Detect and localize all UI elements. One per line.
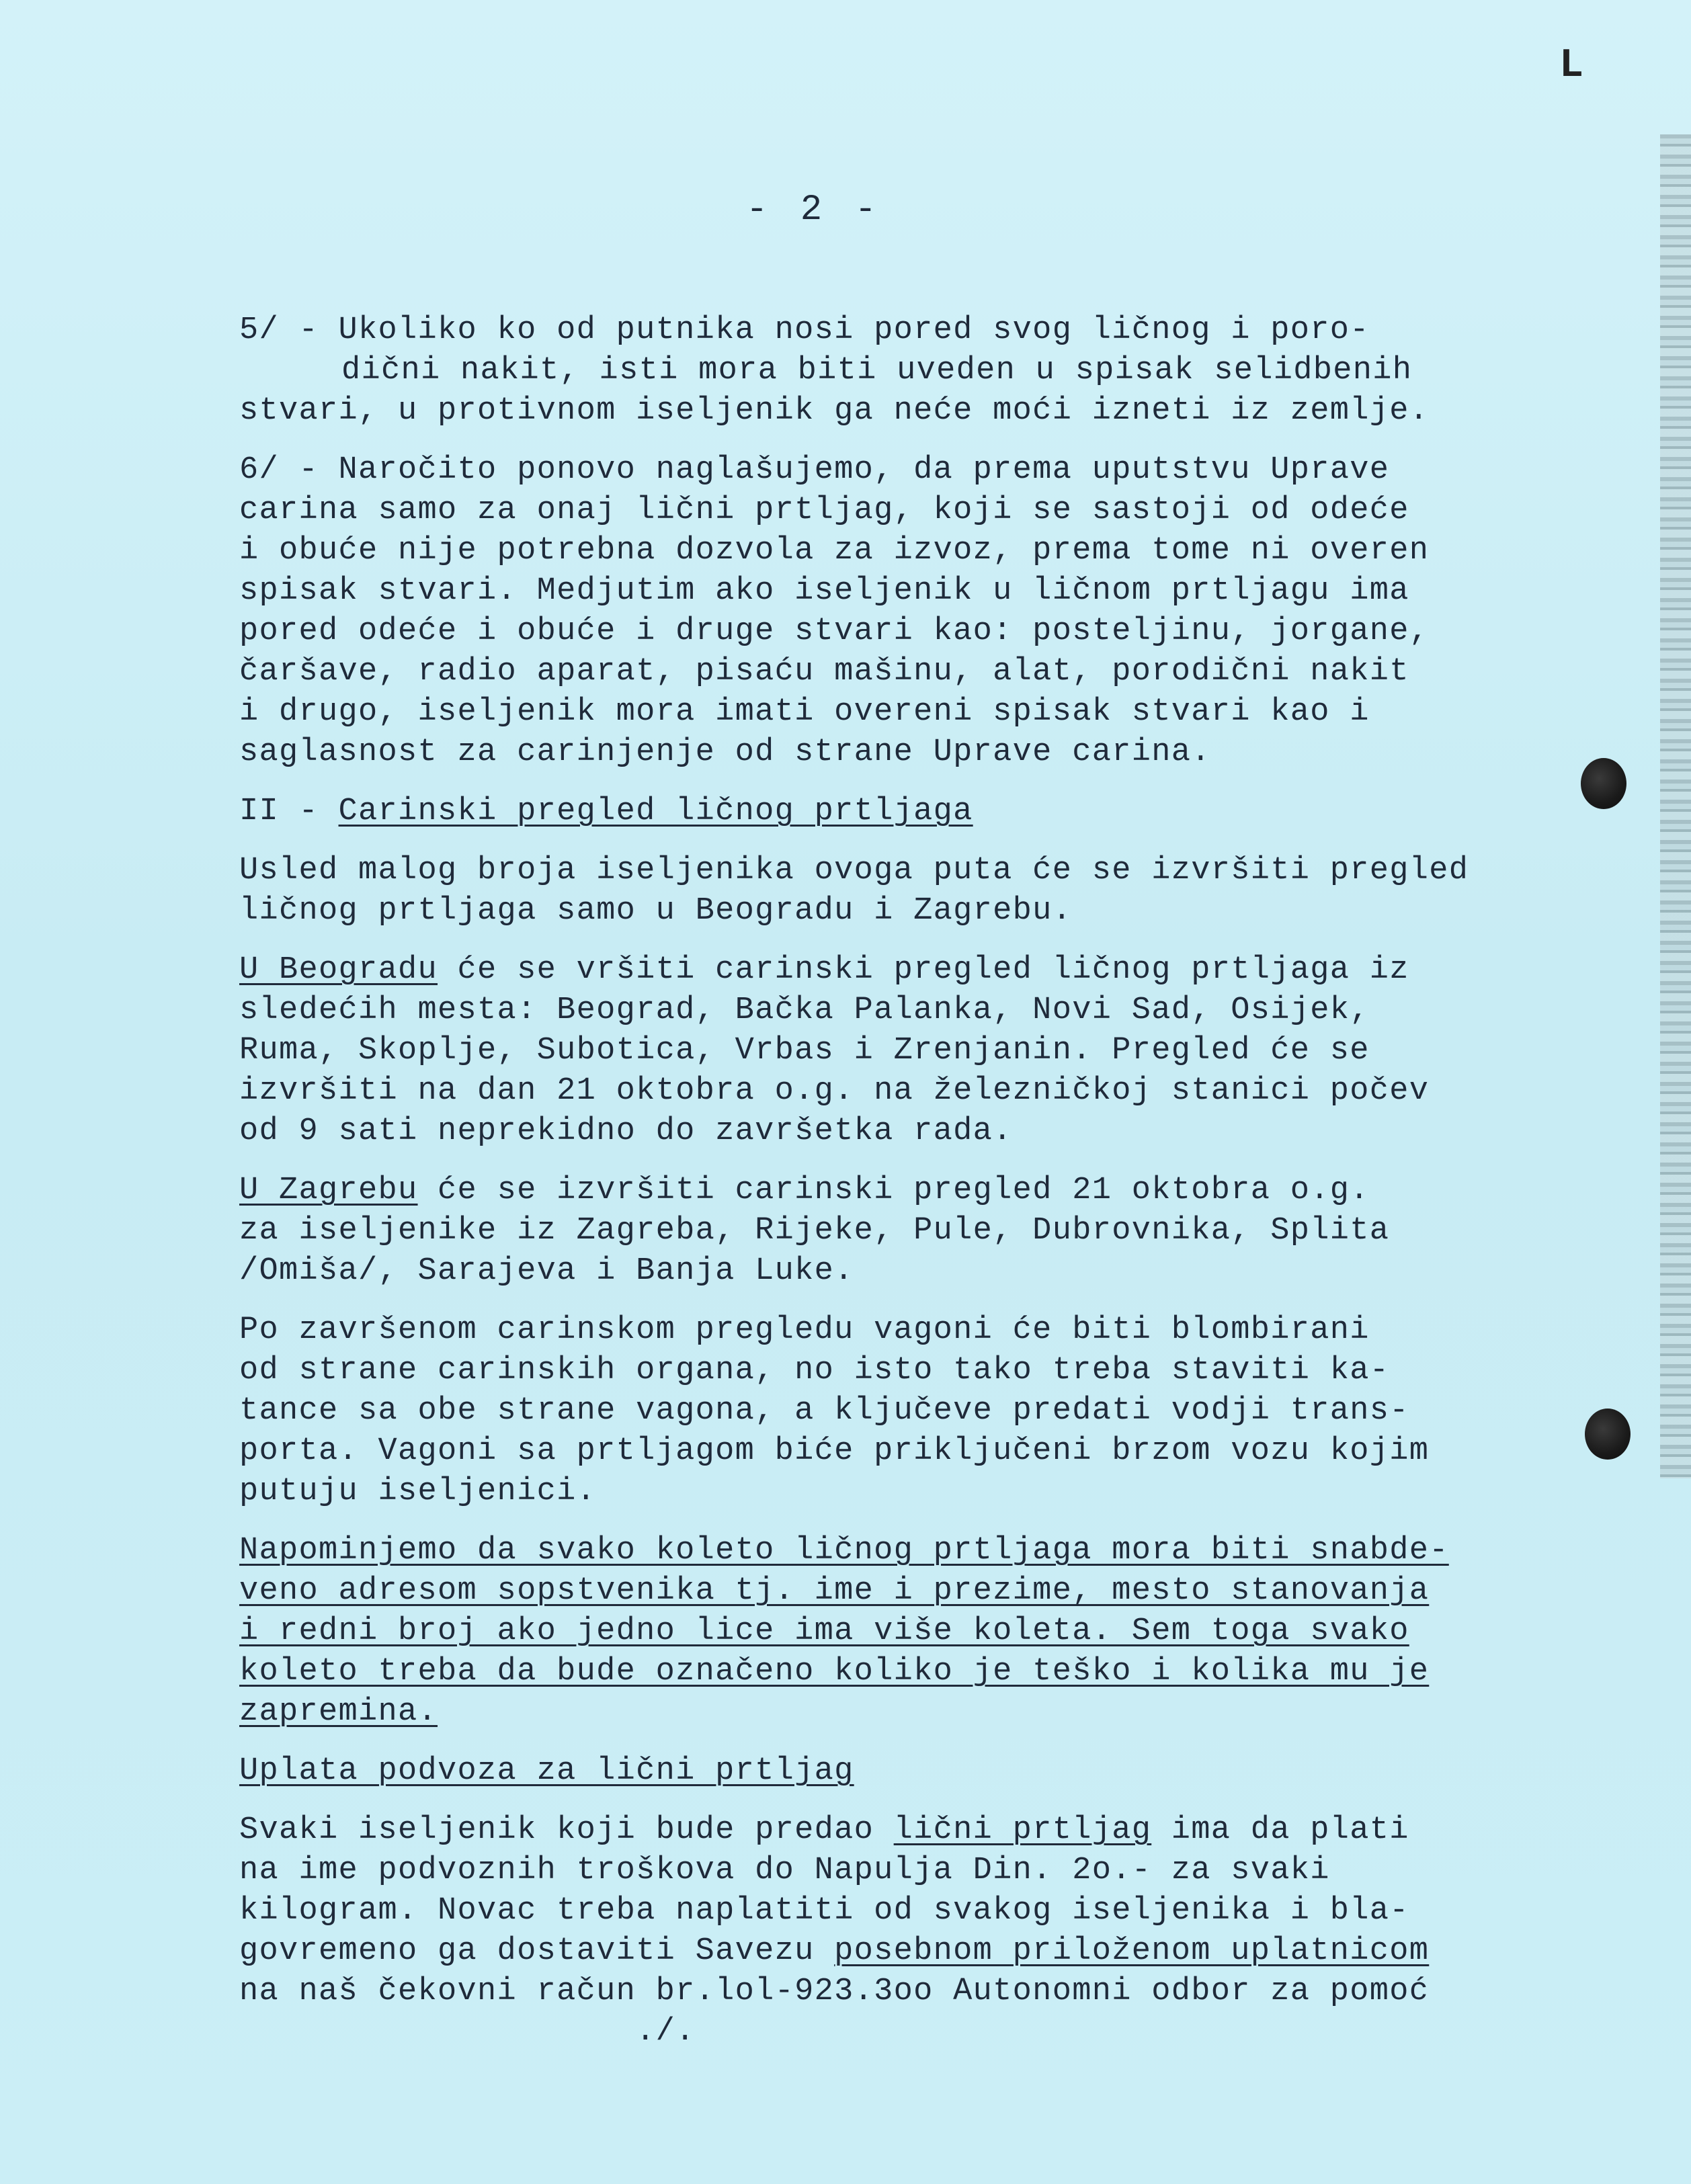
text-line (239, 1851, 1570, 1891)
text-line (239, 1351, 1570, 1391)
line-text: ličnog prtljaga samo u Beogradu i Zagrebu. (239, 893, 1073, 929)
text-line (239, 1571, 1570, 1611)
line-text: dični nakit, isti mora biti uveden u spisak selidbenih (341, 353, 1413, 388)
text-line (239, 1211, 1570, 1251)
line-text: na ime podvoznih troškova do Napulja Din. 2o.- za svaki (239, 1853, 1330, 1888)
text-line (239, 310, 1570, 351)
text-line (239, 1391, 1570, 1431)
text-line (239, 1171, 1570, 1211)
paragraph (239, 1310, 1570, 1512)
text-line (239, 1031, 1570, 1071)
line-text: II - (239, 794, 339, 829)
underlined-text: U Zagrebu (239, 1173, 418, 1208)
text-line (239, 851, 1570, 891)
line-text: će se izvršiti carinski pregled 21 oktobra o.g. (417, 1173, 1370, 1208)
text-line (239, 1891, 1570, 1931)
line-text: spisak stvari. Medjutim ako iseljenik u ličnom prtljagu ima (239, 573, 1409, 609)
line-text: na naš čekovni račun br.lol-923.3oo Autonomni odbor za pomoć (239, 1974, 1430, 2009)
text-line (239, 1611, 1570, 1652)
line-text: ./. (239, 2014, 696, 2050)
line-text: govremeno ga dostaviti Savezu (239, 1933, 835, 1969)
paper-edge (1660, 134, 1691, 1478)
text-line (239, 1310, 1570, 1351)
underlined-text: Carinski pregled ličnog prtljaga (338, 794, 973, 829)
paragraph (239, 1531, 1570, 1732)
line-text: tance sa obe strane vagona, a ključeve predati vodji trans- (239, 1393, 1409, 1429)
paragraph (239, 450, 1570, 773)
line-text: 6/ - Naročito ponovo naglašujemo, da prema uputstvu Uprave (239, 452, 1390, 488)
text-line (239, 1071, 1570, 1111)
text-line (239, 950, 1570, 991)
line-text: će se vršiti carinski pregled ličnog prtljaga iz (438, 952, 1409, 988)
paragraph (239, 792, 1570, 832)
punch-hole (1585, 1409, 1631, 1460)
text-line (239, 1431, 1570, 1472)
underlined-text: U Beogradu (239, 952, 438, 988)
underlined-text: Napominjemo da svako koleto ličnog prtljaga mora biti snabde- (239, 1533, 1449, 1568)
line-text: sledećih mesta: Beograd, Bačka Palanka, Novi Sad, Osijek, (239, 993, 1370, 1028)
line-text: i drugo, iseljenik mora imati overeni spisak stvari kao i (239, 694, 1370, 730)
text-line (239, 1652, 1570, 1692)
paragraph (239, 851, 1570, 931)
line-text: 5/ - Ukoliko ko od putnika nosi pored svog ličnog i poro- (239, 312, 1370, 348)
line-text: putuju iseljenici. (239, 1474, 597, 1509)
line-text: stvari, u protivnom iseljenik ga neće moći izneti iz zemlje. (239, 393, 1430, 429)
paragraph (239, 1751, 1570, 1792)
text-line (239, 612, 1570, 652)
text-line (239, 1531, 1570, 1571)
text-line (239, 1472, 1570, 1512)
line-text: pored odeće i obuće i druge stvari kao: posteljinu, jorgane, (239, 614, 1430, 649)
line-text: izvršiti na dan 21 oktobra o.g. na železničkoj stanici počev (239, 1073, 1430, 1109)
corner-mark: L (1559, 43, 1584, 89)
paragraph (239, 950, 1570, 1152)
underlined-text: lični prtljag (893, 1812, 1152, 1848)
line-text: Usled malog broja iseljenika ovoga puta će se izvršiti pregled (239, 853, 1469, 888)
underlined-text: posebnom priloženom uplatnicom (834, 1933, 1430, 1969)
text-line (239, 1972, 1570, 2012)
text-line (239, 391, 1570, 431)
text-line (239, 1751, 1570, 1792)
underlined-text: koleto treba da bude označeno koliko je teško i kolika mu je (239, 1654, 1430, 1689)
line-text: Svaki iseljenik koji bude predao (239, 1812, 894, 1848)
line-text: kilogram. Novac treba naplatiti od svakog iseljenika i bla- (239, 1893, 1409, 1929)
text-line (239, 2012, 1570, 2052)
text-line (239, 1931, 1570, 1972)
text-line (239, 1692, 1570, 1732)
punch-hole (1581, 758, 1626, 809)
text-line (239, 692, 1570, 732)
line-text: za iseljenike iz Zagreba, Rijeke, Pule, Dubrovnika, Splita (239, 1213, 1390, 1249)
line-text: Ruma, Skoplje, Subotica, Vrbas i Zrenjanin. Pregled će se (239, 1033, 1370, 1068)
paragraph (239, 310, 1570, 431)
underlined-text: veno adresom sopstvenika tj. ime i prezime, mesto stanovanja (239, 1573, 1430, 1609)
text-line (239, 1810, 1570, 1851)
text-line (239, 531, 1570, 571)
text-line (239, 351, 1570, 391)
text-line (239, 491, 1570, 531)
paragraph (239, 1810, 1570, 2052)
text-line (239, 792, 1570, 832)
text-line (239, 652, 1570, 692)
line-text: porta. Vagoni sa prtljagom biće priključeni brzom vozu kojim (239, 1433, 1430, 1469)
text-line (239, 732, 1570, 773)
text-line (239, 1251, 1570, 1292)
line-text: /Omiša/, Sarajeva i Banja Luke. (239, 1253, 854, 1289)
line-text: čaršave, radio aparat, pisaću mašinu, alat, porodični nakit (239, 654, 1409, 689)
underlined-text: i redni broj ako jedno lice ima više koleta. Sem toga svako (239, 1613, 1409, 1649)
text-line (239, 1111, 1570, 1152)
line-text: od 9 sati neprekidno do završetka rada. (239, 1114, 1013, 1149)
underlined-text: zapremina. (239, 1694, 438, 1730)
document-body (239, 310, 1570, 2071)
line-text: od strane carinskih organa, no isto tako treba staviti ka- (239, 1353, 1390, 1388)
text-line (239, 450, 1570, 491)
line-text: carina samo za onaj lični prtljag, koji se sastoji od odeće (239, 493, 1409, 528)
page-number: - 2 - (746, 190, 882, 230)
underlined-text: Uplata podvoza za lični prtljag (239, 1753, 854, 1789)
line-text: Po završenom carinskom pregledu vagoni će biti blombirani (239, 1312, 1370, 1348)
paragraph (239, 1171, 1570, 1292)
text-line (239, 891, 1570, 931)
line-text: saglasnost za carinjenje od strane Uprave carina. (239, 734, 1211, 770)
text-line (239, 991, 1570, 1031)
line-text: ima da plati (1151, 1812, 1409, 1848)
line-text: i obuće nije potrebna dozvola za izvoz, prema tome ni overen (239, 533, 1430, 569)
text-line (239, 571, 1570, 612)
